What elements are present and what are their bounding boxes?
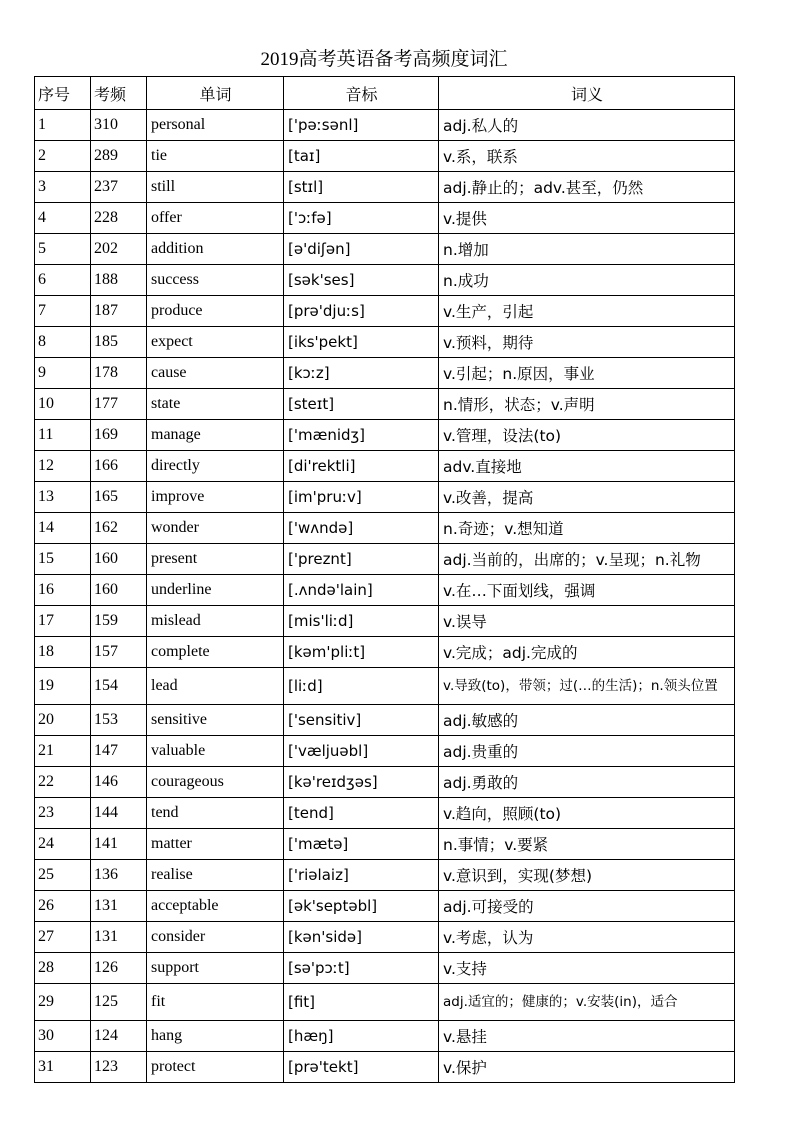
table-row [35, 482, 735, 513]
row-meaning: v.完成；adj.完成的 [439, 637, 735, 668]
row-meaning: n.情形，状态；v.声明 [439, 389, 735, 420]
row-number: 11 [35, 420, 91, 451]
row-word: personal [147, 110, 284, 141]
row-word: underline [147, 575, 284, 606]
row-word: realise [147, 860, 284, 891]
row-frequency: 187 [91, 296, 147, 327]
table-row [35, 767, 735, 798]
row-frequency: 160 [91, 544, 147, 575]
row-word: wonder [147, 513, 284, 544]
table-row [35, 575, 735, 606]
row-meaning: v.误导 [439, 606, 735, 637]
row-number: 21 [35, 736, 91, 767]
row-word: support [147, 953, 284, 984]
table-row [35, 1021, 735, 1052]
row-meaning: v.保护 [439, 1052, 735, 1083]
row-phonetic: [kən'sidə] [284, 922, 439, 953]
row-word: manage [147, 420, 284, 451]
row-word: cause [147, 358, 284, 389]
row-meaning: v.导致(to)，带领；过(…的生活)；n.领头位置 [439, 668, 735, 705]
row-meaning: v.系，联系 [439, 141, 735, 172]
row-frequency: 188 [91, 265, 147, 296]
row-meaning: n.事情；v.要紧 [439, 829, 735, 860]
row-phonetic: [ək'septəbl] [284, 891, 439, 922]
row-phonetic: [mis'liːd] [284, 606, 439, 637]
row-frequency: 153 [91, 705, 147, 736]
row-phonetic: [kə'reɪdʒəs] [284, 767, 439, 798]
header-meaning: 词义 [439, 77, 735, 110]
row-number: 14 [35, 513, 91, 544]
row-word: fit [147, 984, 284, 1021]
row-number: 30 [35, 1021, 91, 1052]
row-frequency: 178 [91, 358, 147, 389]
row-phonetic: [fit] [284, 984, 439, 1021]
row-meaning: v.在…下面划线，强调 [439, 575, 735, 606]
row-frequency: 237 [91, 172, 147, 203]
table-row [35, 984, 735, 1021]
row-phonetic: ['væljuəbl] [284, 736, 439, 767]
row-number: 18 [35, 637, 91, 668]
row-frequency: 124 [91, 1021, 147, 1052]
table-row [35, 705, 735, 736]
table-row [35, 327, 735, 358]
row-phonetic: [kɔːz] [284, 358, 439, 389]
row-number: 10 [35, 389, 91, 420]
table-row [35, 513, 735, 544]
row-word: courageous [147, 767, 284, 798]
table-row [35, 829, 735, 860]
table-row [35, 296, 735, 327]
row-frequency: 169 [91, 420, 147, 451]
row-frequency: 228 [91, 203, 147, 234]
row-meaning: v.意识到，实现(梦想) [439, 860, 735, 891]
row-word: success [147, 265, 284, 296]
table-row [35, 389, 735, 420]
row-meaning: adj.适宜的；健康的；v.安装(in)，适合 [439, 984, 735, 1021]
row-meaning: adj.静止的；adv.甚至，仍然 [439, 172, 735, 203]
row-meaning: n.增加 [439, 234, 735, 265]
row-frequency: 123 [91, 1052, 147, 1083]
row-word: state [147, 389, 284, 420]
row-meaning: v.改善，提高 [439, 482, 735, 513]
row-word: matter [147, 829, 284, 860]
row-phonetic: ['wʌndə] [284, 513, 439, 544]
row-meaning: adv.直接地 [439, 451, 735, 482]
row-phonetic: [taɪ] [284, 141, 439, 172]
row-word: consider [147, 922, 284, 953]
row-number: 15 [35, 544, 91, 575]
row-number: 25 [35, 860, 91, 891]
row-frequency: 136 [91, 860, 147, 891]
row-meaning: v.引起；n.原因，事业 [439, 358, 735, 389]
row-frequency: 131 [91, 891, 147, 922]
row-number: 2 [35, 141, 91, 172]
row-phonetic: [iks'pekt] [284, 327, 439, 358]
table-row [35, 110, 735, 141]
row-phonetic: [di'rektli] [284, 451, 439, 482]
row-word: offer [147, 203, 284, 234]
header-frequency: 考频 [91, 77, 147, 110]
header-phonetic: 音标 [284, 77, 439, 110]
row-meaning: v.考虑，认为 [439, 922, 735, 953]
row-frequency: 165 [91, 482, 147, 513]
table-row [35, 265, 735, 296]
table-row [35, 1052, 735, 1083]
row-number: 26 [35, 891, 91, 922]
row-number: 27 [35, 922, 91, 953]
row-phonetic: [im'pruːv] [284, 482, 439, 513]
row-number: 6 [35, 265, 91, 296]
row-frequency: 160 [91, 575, 147, 606]
row-number: 7 [35, 296, 91, 327]
row-meaning: n.成功 [439, 265, 735, 296]
row-phonetic: [tend] [284, 798, 439, 829]
row-meaning: n.奇迹；v.想知道 [439, 513, 735, 544]
row-word: acceptable [147, 891, 284, 922]
row-phonetic: [sə'pɔːt] [284, 953, 439, 984]
row-number: 31 [35, 1052, 91, 1083]
row-frequency: 144 [91, 798, 147, 829]
row-frequency: 177 [91, 389, 147, 420]
table-row [35, 891, 735, 922]
row-meaning: adj.可接受的 [439, 891, 735, 922]
row-meaning: v.悬挂 [439, 1021, 735, 1052]
row-frequency: 126 [91, 953, 147, 984]
table-row [35, 798, 735, 829]
row-word: hang [147, 1021, 284, 1052]
row-word: produce [147, 296, 284, 327]
row-frequency: 162 [91, 513, 147, 544]
table-row [35, 637, 735, 668]
row-word: expect [147, 327, 284, 358]
row-number: 24 [35, 829, 91, 860]
row-phonetic: [.ʌndə'lain] [284, 575, 439, 606]
table-header-row [35, 77, 735, 110]
table-row [35, 860, 735, 891]
header-number: 序号 [35, 77, 91, 110]
row-frequency: 157 [91, 637, 147, 668]
row-meaning: v.提供 [439, 203, 735, 234]
table-row [35, 953, 735, 984]
row-phonetic: ['pəːsənl] [284, 110, 439, 141]
table-row [35, 451, 735, 482]
row-phonetic: [prə'djuːs] [284, 296, 439, 327]
row-word: lead [147, 668, 284, 705]
row-frequency: 154 [91, 668, 147, 705]
vocabulary-table-body [35, 110, 735, 1083]
row-number: 3 [35, 172, 91, 203]
row-word: tie [147, 141, 284, 172]
row-frequency: 125 [91, 984, 147, 1021]
row-number: 1 [35, 110, 91, 141]
row-frequency: 146 [91, 767, 147, 798]
row-number: 8 [35, 327, 91, 358]
row-word: tend [147, 798, 284, 829]
row-number: 20 [35, 705, 91, 736]
row-phonetic: [steɪt] [284, 389, 439, 420]
row-number: 5 [35, 234, 91, 265]
table-row [35, 736, 735, 767]
row-number: 22 [35, 767, 91, 798]
row-number: 16 [35, 575, 91, 606]
row-word: addition [147, 234, 284, 265]
row-phonetic: ['sensitiv] [284, 705, 439, 736]
row-number: 17 [35, 606, 91, 637]
row-phonetic: [kəm'pliːt] [284, 637, 439, 668]
row-phonetic: ['preznt] [284, 544, 439, 575]
row-number: 9 [35, 358, 91, 389]
table-row [35, 544, 735, 575]
row-word: directly [147, 451, 284, 482]
row-number: 29 [35, 984, 91, 1021]
row-phonetic: [liːd] [284, 668, 439, 705]
header-word: 单词 [147, 77, 284, 110]
row-meaning: v.预料，期待 [439, 327, 735, 358]
table-row [35, 172, 735, 203]
document-title: 2019高考英语备考高频度词汇 [260, 49, 508, 70]
row-frequency: 289 [91, 141, 147, 172]
row-number: 13 [35, 482, 91, 513]
row-phonetic: ['riəlaiz] [284, 860, 439, 891]
row-meaning: adj.贵重的 [439, 736, 735, 767]
row-frequency: 166 [91, 451, 147, 482]
row-word: sensitive [147, 705, 284, 736]
row-frequency: 159 [91, 606, 147, 637]
row-number: 12 [35, 451, 91, 482]
row-meaning: v.趋向，照顾(to) [439, 798, 735, 829]
row-phonetic: ['ɔːfə] [284, 203, 439, 234]
row-frequency: 141 [91, 829, 147, 860]
row-number: 28 [35, 953, 91, 984]
table-row [35, 141, 735, 172]
row-word: complete [147, 637, 284, 668]
row-meaning: v.管理，设法(to) [439, 420, 735, 451]
row-frequency: 310 [91, 110, 147, 141]
row-number: 4 [35, 203, 91, 234]
row-meaning: adj.勇敢的 [439, 767, 735, 798]
row-phonetic: ['mænidʒ] [284, 420, 439, 451]
table-row [35, 922, 735, 953]
row-word: improve [147, 482, 284, 513]
row-frequency: 185 [91, 327, 147, 358]
row-meaning: v.生产，引起 [439, 296, 735, 327]
row-phonetic: [sək'ses] [284, 265, 439, 296]
row-phonetic: [hæŋ] [284, 1021, 439, 1052]
row-word: mislead [147, 606, 284, 637]
row-phonetic: [stɪl] [284, 172, 439, 203]
row-frequency: 147 [91, 736, 147, 767]
row-number: 23 [35, 798, 91, 829]
row-phonetic: [prə'tekt] [284, 1052, 439, 1083]
table-row [35, 203, 735, 234]
row-word: still [147, 172, 284, 203]
table-row [35, 358, 735, 389]
row-word: present [147, 544, 284, 575]
table-row [35, 606, 735, 637]
row-frequency: 202 [91, 234, 147, 265]
row-number: 19 [35, 668, 91, 705]
row-meaning: v.支持 [439, 953, 735, 984]
row-meaning: adj.当前的，出席的；v.呈现；n.礼物 [439, 544, 735, 575]
vocabulary-table [34, 76, 735, 1083]
table-row [35, 234, 735, 265]
table-row [35, 420, 735, 451]
row-meaning: adj.私人的 [439, 110, 735, 141]
row-phonetic: [ə'diʃən] [284, 234, 439, 265]
row-word: valuable [147, 736, 284, 767]
row-phonetic: ['mætə] [284, 829, 439, 860]
row-frequency: 131 [91, 922, 147, 953]
row-word: protect [147, 1052, 284, 1083]
row-meaning: adj.敏感的 [439, 705, 735, 736]
table-row [35, 668, 735, 705]
